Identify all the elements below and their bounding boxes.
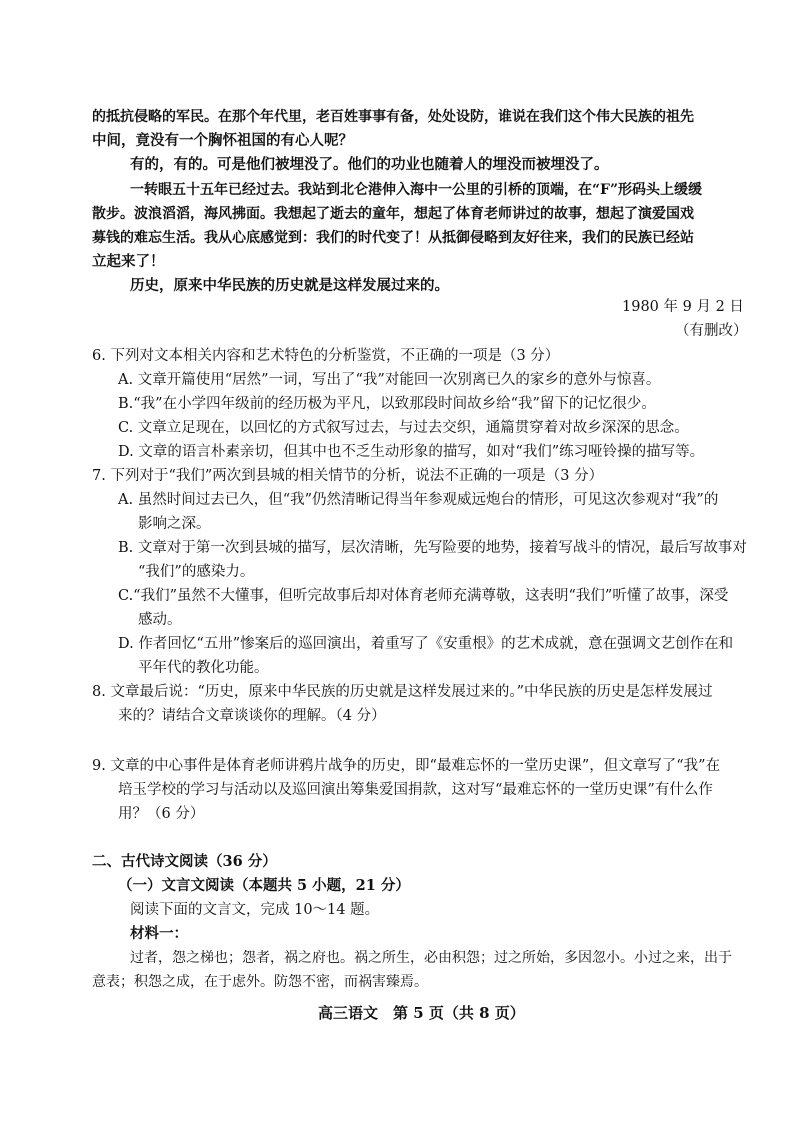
classical-text-line2: 意表；积怨之成，在于虑外。防怨不密，而祸害臻焉。: [92, 974, 428, 990]
section2-sub-heading: （一）文言文阅读（本题共 5 小题，21 分）: [118, 877, 410, 894]
section2-instruction: 阅读下面的文言文，完成 10～14 题。: [130, 902, 380, 918]
passage-line-8: 历史，原来中华民族的历史就是这样发展过来的。: [130, 277, 449, 294]
material-label: 材料一：: [130, 925, 188, 942]
q6-option-b: B.“我”在小学四年级前的经历极为平凡，以致那段时间故乡给“我”留下的记忆很少。: [118, 396, 656, 412]
q9-line3: 用？（6 分）: [118, 806, 205, 822]
passage-line-5: 散步。波浪滔滔，海风拂面。我想起了逝去的童年，想起了体育老师讲过的故事，想起了演爱国戏: [92, 206, 694, 222]
q7-stem: 7. 下列对于“我们”两次到县城的相关情节的分析，说法不正确的一项是（3 分）: [92, 468, 604, 484]
passage-note: （有删改）: [675, 323, 748, 339]
passage-line-3: 有的，有的。可是他们被埋没了。他们的功业也随着人的埋没而被埋没了。: [130, 156, 609, 173]
classical-text-line1: 过者，怨之梯也；怨者，祸之府也。祸之所生，必由积怨；过之所始，多因忽小。小过之来，出于: [130, 950, 732, 966]
passage-line-6: 募钱的难忘生活。我从心底感觉到：我们的时代变了！从抵御侵略到友好往来，我们的民族已经站: [92, 230, 694, 246]
q7-option-a-line1: A. 虽然时间过去已久，但“我”仍然清晰记得当年参观威远炮台的情形，可见这次参观对“我”的: [118, 492, 719, 508]
q7-option-b-line2: “我们”的感染力。: [138, 564, 255, 580]
q7-option-c-line2: 感动。: [138, 612, 182, 628]
passage-line-1: 的抵抗侵略的军民。在那个年代里，老百姓事事有备，处处设防，谁说在我们这个伟大民族的祖先: [92, 109, 694, 125]
q6-option-c: C. 文章立足现在，以回忆的方式叙写过去，与过去交织，通篇贯穿着对故乡深深的思念。: [118, 420, 689, 436]
q7-option-b-line1: B. 文章对于第一次到县城的描写，层次清晰，先写险要的地势，接着写战斗的情况，最后写故事对: [118, 540, 747, 556]
q6-option-a: A. 文章开篇使用“居然”一词，写出了“我”对能回一次别离已久的家乡的意外与惊喜。: [118, 372, 661, 388]
section2-heading: 二、古代诗文阅读（36 分）: [92, 853, 277, 870]
q7-option-c-line1: C.“我们”虽然不大懂事，但听完故事后却对体育老师充满尊敬，这表明“我们”听懂了故事，深受: [118, 588, 729, 604]
q9-line2: 培玉学校的学习与活动以及巡回演出筹集爱国捐款，这对写“最难忘怀的一堂历史课”有什么作: [118, 782, 713, 798]
q6-option-d: D. 文章的语言朴素亲切，但其中也不乏生动形象的描写，如对“我们”练习哑铃操的描写等。: [118, 444, 705, 460]
q7-option-d-line2: 平年代的教化功能。: [138, 660, 269, 676]
q9-line1: 9. 文章的中心事件是体育老师讲鸦片战争的历史，即“最难忘怀的一堂历史课”，但文章写了“我”在: [92, 758, 721, 774]
q8-line2: 来的？请结合文章谈谈你的理解。（4 分）: [118, 708, 386, 724]
passage-line-2: 中间，竟没有一个胸怀祖国的有心人呢？: [92, 132, 353, 149]
page-footer: 高三语文 第 5 页（共 8 页）: [318, 1004, 525, 1022]
passage-line-4: 一转眼五十五年已经过去。我站到北仑港伸入海中一公里的引桥的顶端，在“F”形码头上缓缓: [130, 182, 703, 198]
passage-line-7: 立起来了！: [92, 253, 165, 270]
passage-date: 1980 年 9 月 2 日: [622, 299, 744, 315]
q7-option-a-line2: 影响之深。: [138, 516, 211, 532]
q7-option-d-line1: D. 作者回忆“五卅”惨案后的巡回演出，着重写了《安重根》的艺术成就，意在强调文艺创作在和: [118, 636, 734, 652]
q6-stem: 6. 下列对文本相关内容和艺术特色的分析鉴赏，不正确的一项是（3 分）: [92, 348, 560, 364]
q8-line1: 8. 文章最后说：“历史，原来中华民族的历史就是这样发展过来的。”中华民族的历史是怎样发展过: [92, 684, 713, 700]
